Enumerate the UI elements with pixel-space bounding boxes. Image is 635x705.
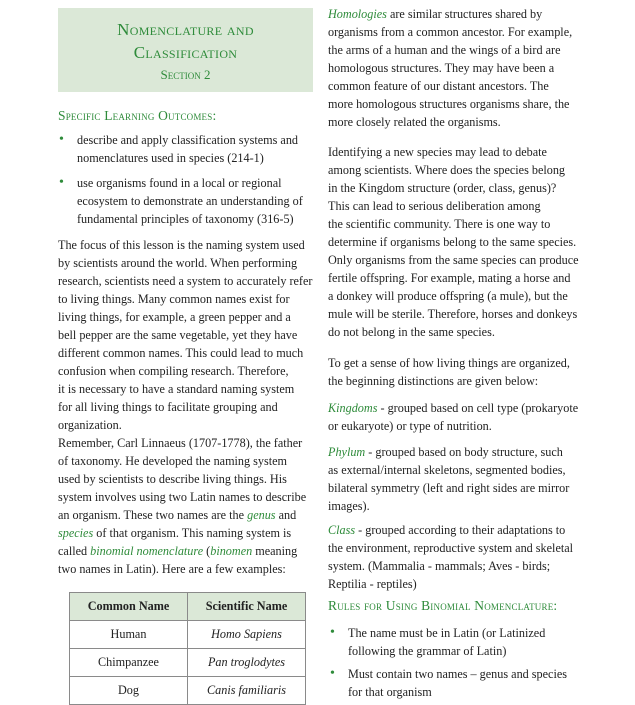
rule-item: • Must contain two names – genus and species for that organism — [330, 666, 567, 699]
outcome-item: • describe and apply classification systems and nomenclatures used in species (214-1) — [59, 132, 299, 165]
linnaeus-paragraph: Remember, Carl Linnaeus (1707-1778), the father of taxonomy. He developed the naming system used by scientists to describe living things. His system involves using two Latin names to describe an organism. These two names are the genus and species of that organism. This naming system is called binomial nomenclature (binomen meaning two names in Latin). Here are a few examples: — [58, 436, 307, 576]
rules-heading: Rules for Using Binomial Nomenclature: — [328, 598, 558, 613]
term-kingdoms: Kingdoms — [328, 401, 378, 415]
bullet-icon: • — [59, 175, 64, 190]
title-section: Section 2 — [160, 67, 211, 82]
outcomes-heading: Specific Learning Outcomes: — [58, 108, 217, 123]
title-line-2: Classification — [133, 43, 238, 62]
rule-item: • The name must be in Latin (or Latinized following the grammar of Latin) — [330, 625, 546, 658]
intro-paragraph: The focus of this lesson is the naming system used by scientists around the world. When performing research, scientists need a system to accurately refer to living things. Many common names exist for living things, for example, a green pepper and a bell pepper are the same vegetable, yet they have different common names. This could lead to much confusion when compiling research. Therefore, it is necessary to have a standard naming system for all living things to facilitate grouping and organization. — [58, 238, 313, 432]
term-genus: genus — [247, 508, 276, 522]
bullet-icon: • — [330, 666, 335, 681]
section-title-box — [58, 8, 313, 92]
outcome-item: • use organisms found in a local or regional ecosystem to demonstrate an understanding of fundamental principles of taxonomy (316-5) — [59, 175, 303, 226]
header-scientific-name: Scientific Name — [188, 593, 306, 621]
phylum-item: Phylum - grouped based on body structure, such as external/internal skeletons, segmented bodies, bilateral symmetry (left and right sides are mirror images). — [328, 445, 570, 513]
table-row: Dog Canis familiaris — [70, 677, 306, 705]
table-row: Chimpanzee Pan troglodytes — [70, 649, 306, 677]
table-row: Human Homo Sapiens — [70, 621, 306, 649]
table-header-row — [70, 593, 306, 621]
bullet-icon: • — [59, 132, 64, 147]
term-binomial-nomenclature: binomial nomenclature — [90, 544, 204, 558]
term-phylum: Phylum — [328, 445, 366, 459]
title-line-1: Nomenclature and — [117, 20, 254, 39]
term-class: Class — [328, 523, 356, 537]
term-species: species — [58, 526, 94, 540]
class-item: Class - grouped according to their adaptations to the environment, reproductive system and skeletal system. (Mammalia - mammals; Aves - birds; Reptilia - reptiles) — [328, 523, 574, 591]
kingdoms-item: Kingdoms - grouped based on cell type (prokaryote or eukaryote) or type of nutrition. — [328, 401, 579, 433]
species-table — [69, 592, 306, 705]
homologies-paragraph: Homologies are similar structures shared by organisms from a common ancestor. For example, the arms of a human and the wings of a bird are homologous structures. They may have been a common feature of our distant ancestors. The more homologous structures organisms share, the more closely related the organisms. — [328, 7, 573, 129]
bullet-icon: • — [330, 625, 335, 640]
term-homologies: Homologies — [328, 7, 387, 21]
term-binomen: binomen — [210, 544, 253, 558]
organization-intro: To get a sense of how living things are organized, the beginning distinctions are given below: — [328, 356, 570, 388]
species-paragraph: Identifying a new species may lead to debate among scientists. Where does the species belong in the Kingdom structure (order, class, genus)? This can lead to serious deliberation among the scientific community. There is one way to determine if organisms belong to the same species. Only organisms from the same species can produce fertile offspring. For example, mating a horse and a donkey will produce offspring (a mule), but the mule will be sterile. Therefore, horses and donkeys do not belong in the same species. — [328, 145, 579, 339]
header-common-name: Common Name — [70, 593, 188, 621]
